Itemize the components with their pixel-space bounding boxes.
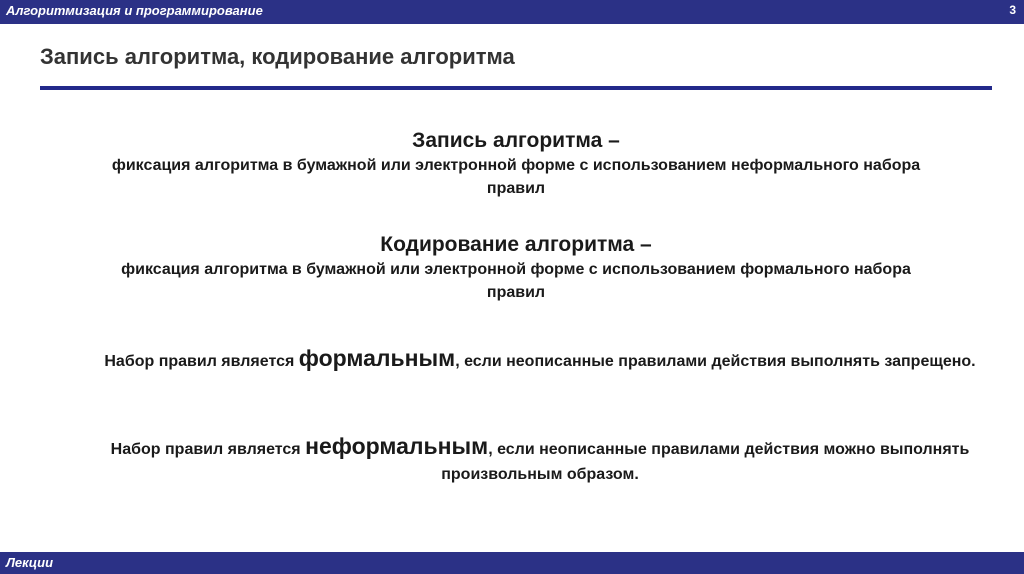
footer-bar (0, 552, 1024, 574)
rule-formal-keyword: формальным (298, 345, 456, 371)
slide-number: 3 (1009, 3, 1016, 17)
rule-informal-keyword: неформальным (305, 433, 489, 459)
definition-recording: фиксация алгоритма в бумажной или электронной форме с использованием неформального набора правил (111, 157, 921, 197)
footer-label: Лекции (6, 555, 54, 570)
rule-formal-prefix: Набор правил является (104, 353, 299, 370)
definition-coding: фиксация алгоритма в бумажной или электронной форме с использованием формального набора правил (121, 261, 911, 301)
slide-title: Запись алгоритма, кодирование алгоритма (40, 44, 515, 69)
section-recording (40, 128, 992, 200)
course-title: Алгоритмизация и программирование (6, 3, 263, 18)
rule-formal (100, 346, 980, 374)
section-coding (40, 232, 992, 304)
term-recording: Запись алгоритма – (412, 129, 620, 152)
term-coding: Кодирование алгоритма – (380, 233, 652, 256)
rule-informal (100, 434, 980, 487)
header-bar (0, 0, 1024, 24)
rule-formal-suffix: , если неописанные правилами действия выполнять запрещено. (455, 353, 976, 370)
rule-informal-suffix: , если неописанные правилами действия можно выполнять произвольным образом. (441, 441, 970, 483)
rule-informal-prefix: Набор правил является (110, 441, 306, 458)
title-underline (40, 86, 992, 90)
